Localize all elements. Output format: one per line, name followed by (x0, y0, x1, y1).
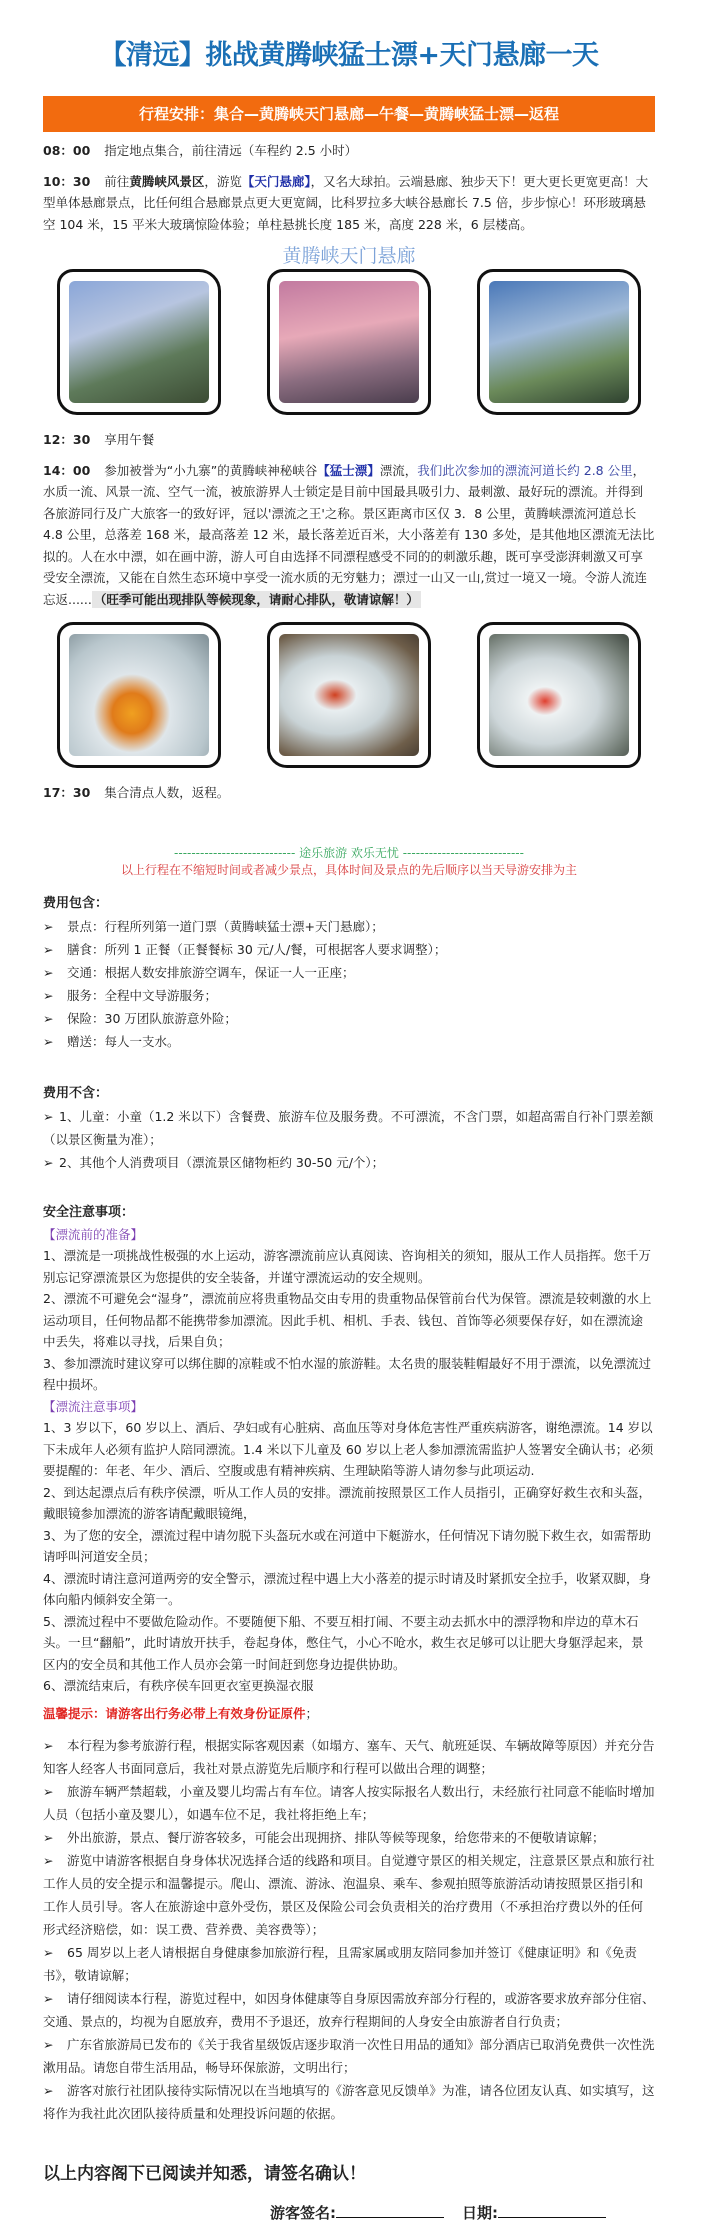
excluded-list (43, 1105, 655, 1174)
list-item: ➢ 外出旅游，景点、餐厅游客较多，可能会出现拥挤、排队等候等现象，给您带来的不便敬请谅解； (43, 1830, 605, 1845)
prep-item: 3、参加漂流时建议穿可以绑住脚的凉鞋或不怕水湿的旅游鞋。太名贵的服装鞋帽最好不用于漂流，以免漂流过程中损坏。 (43, 1355, 651, 1392)
schedule-0800: 08：00 指定地点集合，前往清远（车程约 2.5 小时） (43, 143, 358, 158)
photo-frame (57, 269, 221, 415)
list-item: ➢ 交通：根据人数安排旅游空调车，保证一人一正座； (43, 964, 355, 980)
list-item: ➢ 赠送：每人一支水。 (43, 1033, 180, 1049)
signature-row (43, 2202, 655, 2223)
rule-item: 3、为了您的安全，漂流过程中请勿脱下头盔玩水或在河道中下艇游水，任何情况下请勿脱下救生衣，如需帮助请呼叫河道安全员； (43, 1527, 651, 1564)
skywalk-photo (69, 281, 209, 403)
schedule-1230: 12：30 享用午餐 (43, 432, 155, 447)
included-heading: 费用包含： (43, 895, 109, 911)
itinerary-document (43, 0, 655, 2223)
list-item: ➢ 景点：行程所列第一道门票（黄腾峡猛士漂+天门悬廊）； (43, 918, 384, 934)
list-item: ➢ 65 周岁以上老人请根据自身健康参加旅游行程，且需家属或朋友陪同参加并签订《健康证明》和《免责书》，敬请谅解； (43, 1945, 637, 1983)
prep-item: 1、漂流是一项挑战性极强的水上运动，游客漂流前应认真阅读、咨询相关的须知，服从工作人员指挥。您千万别忘记穿漂流景区为您提供的安全装备，并谨守漂流运动的安全规则。 (43, 1248, 651, 1285)
list-item: ➢ 游客对旅行社团队接待实际情况以在当地填写的《游客意见反馈单》为准，请各位团友认真、如实填写，这将作为我社此次团队接待质量和处理投诉问题的依据。 (43, 2083, 655, 2121)
safety-heading: 安全注意事项： (43, 1204, 135, 1220)
rafting-photo (279, 634, 419, 756)
list-item: ➢ 膳食：所列 1 正餐（正餐餐标 30 元/人/餐，可根据客人要求调整）； (43, 941, 447, 957)
schedule-notice: 以上行程在不缩短时间或者减少景点，具体时间及景点的先后顺序以当天导游安排为主 (120, 862, 577, 877)
photo-frame (267, 622, 431, 768)
list-item: ➢ 2、其他个人消费项目（漂流景区储物柜约 30-50 元/个）； (43, 1154, 385, 1170)
included-list (43, 915, 655, 1053)
skywalk-photo (279, 281, 419, 403)
excluded-heading: 费用不含： (43, 1085, 109, 1101)
list-item: ➢ 保险：30 万团队旅游意外险； (43, 1010, 237, 1026)
page-title: 【清远】挑战黄腾峡猛士漂+天门悬廊一天 (99, 40, 599, 71)
warm-tip: 温馨提示：请游客出行务必带上有效身份证原件； (43, 1705, 319, 1721)
rafting-photo (489, 634, 629, 756)
rule-item: 5、漂流过程中不要做危险动作。不要随便下船、不要互相打闹、不要主动去抓水中的漂浮物和岸边的草木石头。一旦“翻船”，此时请放开扶手，卷起身体，憋住气，小心不呛水，救生衣足够可以让肥大身躯浮起来，景区内的安全员和其他工作人员亦会第一时间赶到您身边提供协助。 (43, 1613, 644, 1672)
rafting-gallery (43, 622, 655, 768)
list-item: ➢ 1、儿童：小童（1.2 米以下）含餐费、旅游车位及服务费。不可漂流，不含门票，如超高需自行补门票差额（以景区衡量为准）； (43, 1108, 654, 1147)
rules-subheading: 【漂流注意事项】 (43, 1398, 144, 1414)
signature-label: 游客签名: (270, 2204, 336, 2222)
list-item: ➢ 请仔细阅读本行程，游览过程中，如因身体健康等自身原因需放弃部分行程的，或游客要求放弃部分住宿、交通、景点的，均视为自愿放弃，费用不予退还，放弃行程期间的人身安全由旅游者自行负责； (43, 1991, 655, 2029)
rafting-photo (69, 634, 209, 756)
schedule-1030: 10：30 前往黄腾峡风景区，游览【天门悬廊】，又名大球拍。云端悬廊、独步天下！更大更长更宽更高！大型单体悬廊景点，比任何组合悬廊景点更大更宽阔，比科罗拉多大峡谷悬廊长 7.5 倍，步步惊心！环形玻璃悬空 104 米，15 平米大玻璃惊险体验；单柱悬挑长度 185 米，高度 228 米，6 层楼高。 (43, 173, 649, 232)
prep-item: 2、漂流不可避免会“湿身”，漂流前应将贵重物品交由专用的贵重物品保管前台代为保管。漂流是较刺激的水上运动项目，任何物品都不能携带参加漂流。因此手机、相机、手表、钱包、首饰等必须要保存好，如在漂流途中丢失，将难以寻找，后果自负； (43, 1291, 652, 1349)
schedule-1730: 17：30 集合清点人数，返程。 (43, 785, 230, 800)
photo-frame (477, 622, 641, 768)
date-field[interactable] (498, 2204, 606, 2218)
rule-item: 6、漂流结束后，有秩序侯车回更衣室更换湿衣服 (43, 1678, 314, 1693)
list-item: ➢ 游览中请游客根据自身身体状况选择合适的线路和项目。自觉遵守景区的相关规定，注意景区景点和旅行社工作人员的安全提示和温馨提示。爬山、漂流、游泳、泡温泉、乘车、参观拍照等旅游活动请按照景区指引和工作人员引导。客人在旅游途中意外受伤，景区及保险公司会负责相关的治疗费用（不承担治疗费以外的任何形式经济赔偿，如：误工费、营养费、美容费等）； (43, 1853, 655, 1937)
rule-item: 4、漂流时请注意河道两旁的安全警示，漂流过程中遇上大小落差的提示时请及时紧抓安全拉手，收紧双脚，身体向船内倾斜安全第一。 (43, 1570, 651, 1607)
tips-list (43, 1734, 655, 2125)
list-item: ➢ 本行程为参考旅游行程，根据实际客观因素（如塌方、塞车、天气、航班延误、车辆故障等原因）并充分告知客人经客人书面同意后，我社对景点游览先后顺序和行程可以做出合理的调整； (43, 1738, 655, 1776)
list-item: ➢ 广东省旅游局已发布的《关于我省星级饭店逐步取消一次性日用品的通知》部分酒店已取消免费供一次性洗漱用品。请您自带生活用品，畅导环保旅游，文明出行； (43, 2037, 655, 2075)
confirm-statement: 以上内容阁下已阅读并知悉，请签名确认！ (43, 2164, 366, 2184)
skywalk-gallery (43, 269, 655, 415)
photo-frame (477, 269, 641, 415)
schedule-1400: 14：00 参加被誉为“小九寨”的黄腾峡神秘峡谷【猛士漂】漂流，我们此次参加的漂流河道长约 2.8 公里，水质一流、风景一流、空气一流，被旅游界人士锁定是目前中国最具吸引力、最刺激、最好玩的漂流。并得到各旅游同行及广大旅客一的致好评，冠以'漂流之王'之称。景区距离市区仅 3．8 公里，黄腾峡漂流河道总长 4.8 公里，总落差 168 米，最高落差 12 米，最长落差近百米，大小落差有 130 多处，是其他地区漂流无法比拟的。人在水中漂，如在画中游，游人可自由选择不同漂程感受不同的的刺激乐趣，既可享受澎湃刺激又可享受安全漂流，又能在自然生态环境中享受一流水质的无穷魅力；漂过一山又一山,赏过一境又一境。令游人流连忘返...... （旺季可能出现排队等候现象，请耐心排队，敬请谅解！） (43, 462, 655, 607)
signature-field[interactable] (336, 2204, 444, 2218)
gallery-caption: 黄腾峡天门悬廊 (282, 245, 416, 267)
list-item: ➢ 旅游车辆严禁超载，小童及婴儿均需占有车位。请客人按实际报名人数出行，未经旅行社同意不能临时增加人员（包括小童及婴儿），如遇车位不足，我社将拒绝上车； (43, 1784, 655, 1822)
rule-item: 1、3 岁以下，60 岁以上、酒后、孕妇或有心脏病、高血压等对身体危害性严重疾病游客，谢绝漂流。14 岁以下未成年人必须有监护人陪同漂流。1.4 米以下儿童及 60 岁以上老人参加漂流需监护人签署安全确认书；必须要提醒的：年老、年少、酒后、空腹或患有精神疾病、生理缺陷等游人请勿参与此项运动. (43, 1420, 654, 1478)
prep-subheading: 【漂流前的准备】 (43, 1226, 144, 1242)
photo-frame (267, 269, 431, 415)
date-label: 日期: (462, 2204, 498, 2222)
route-banner: 行程安排：集合—黄腾峡天门悬廊—午餐—黄腾峡猛士漂—返程 (43, 96, 655, 132)
photo-frame (57, 622, 221, 768)
list-item: ➢ 服务：全程中文导游服务； (43, 987, 218, 1003)
slogan: ---------------------------- 途乐旅游 欢乐无忧 ---------------------------- (174, 845, 524, 860)
rule-item: 2、到达起漂点后有秩序侯漂，听从工作人员的安排。漂流前按照景区工作人员指引，正确穿好救生衣和头盔，戴眼镜参加漂流的游客请配戴眼镜绳， (43, 1484, 651, 1521)
skywalk-photo (489, 281, 629, 403)
